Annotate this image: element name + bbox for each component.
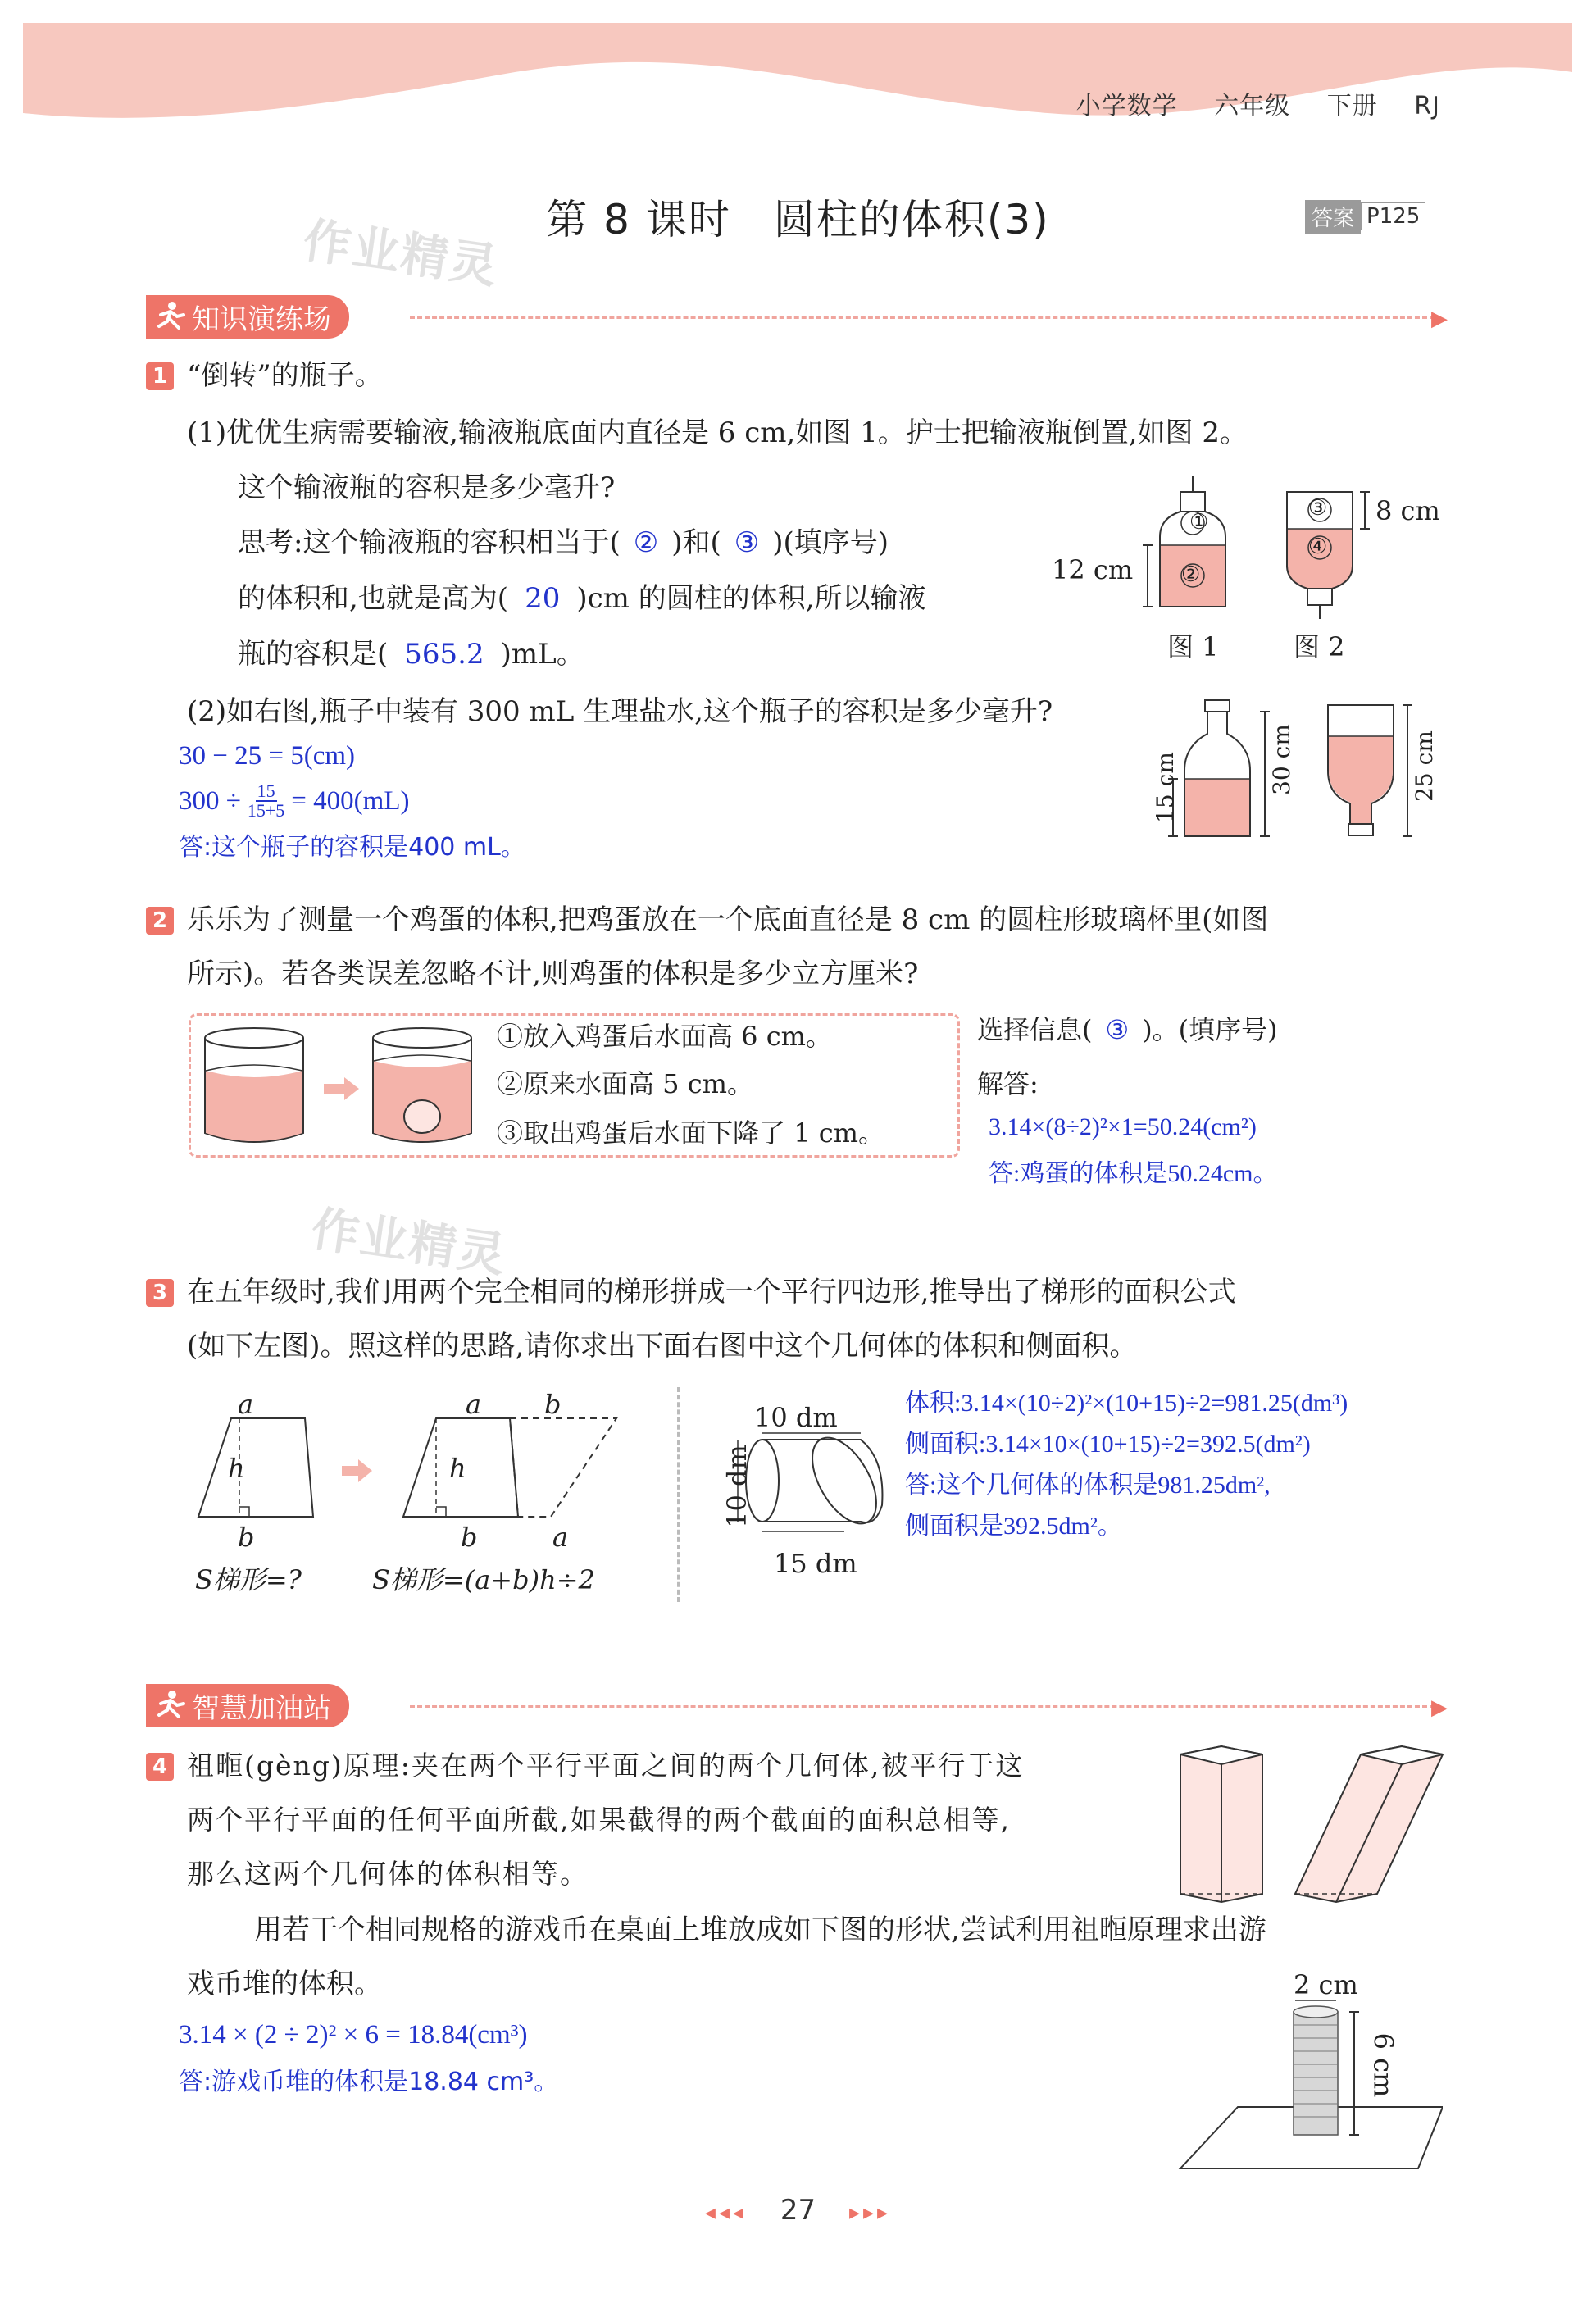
q1-line5 [238,638,584,671]
q3-line2: (如下左图)。照这样的思路,请你求出下面右图中这个几何体的体积和侧面积。 [187,1330,1138,1363]
watermark: 作业精灵 [307,1200,511,1284]
text: 300 ÷ [179,785,241,816]
height-label: 10 dm [721,1445,753,1528]
label-h: h [449,1453,466,1484]
select-info-line [977,1013,1278,1046]
bottle-inverted [1287,492,1370,619]
label-b: b [544,1389,562,1420]
answer-label: 答案 [1305,200,1361,234]
height-label: 8 cm [1375,495,1440,526]
q4-line2: 两个平行平面的任何平面所截,如果截得的两个截面的面积总相等, [187,1804,1011,1836]
denominator: 15+5 [247,800,285,821]
fraction [248,782,284,820]
question-number: 3 [146,1279,174,1307]
section-divider [410,1705,1435,1708]
cup-before [205,1028,303,1142]
circle-label: ② [1181,562,1201,587]
subject-label: 小学数学 [1075,92,1178,121]
height-label: 25 cm [1410,730,1438,802]
q3-line1: 在五年级时,我们用两个完全相同的梯形拼成一个平行四边形,推导出了梯形的面积公式 [187,1276,1236,1308]
arrow-right-icon [342,1459,372,1482]
label-a: a [238,1389,254,1420]
coin-stack-figure [1172,2000,1443,2181]
section-divider [410,316,1435,319]
arrow-right-icon [324,1077,359,1100]
text: 瓶的容积是( [238,638,389,671]
diameter-label: 2 cm [1294,1969,1358,2000]
answer-page: P125 [1361,202,1425,230]
height-label: 30 cm [1267,724,1295,795]
q1-stem: “倒转”的瓶子。 [187,359,383,392]
q2-line1: 乐乐为了测量一个鸡蛋的体积,把鸡蛋放在一个底面直径是 8 cm 的圆柱形玻璃杯里(如图 [187,903,1269,936]
q4-line4: 用若干个相同规格的游戏币在桌面上堆放成如下图的形状,尝试利用祖暅原理求出游 [254,1913,1266,1946]
q4-line3: 那么这两个几何体的体积相等。 [187,1858,589,1890]
prev-arrows-icon: ◂◂◂ [704,2200,748,2225]
question-number: 4 [146,1753,174,1781]
info-item-3: ③取出鸡蛋后水面下降了 1 cm。 [497,1117,884,1149]
q4-line5: 戏币堆的体积。 [187,1968,382,2000]
q3-answer-line4: 侧面积是392.5dm²。 [905,1513,1122,1540]
q1-part1-line1: (1)优优生病需要输液,输液瓶底面内直径是 6 cm,如图 1。护士把输液瓶倒置,如图 2。 [187,416,1248,449]
label-b: b [461,1522,478,1553]
answer-fill: ③ [1105,1014,1130,1045]
section-practice-label: 知识演练场 [192,303,331,336]
subject-info [1048,85,1440,121]
q1-answer-line3: 答:这个瓶子的容积是400 mL。 [179,833,525,862]
runner-icon [154,1689,187,1718]
answer-tag[interactable] [1305,202,1425,231]
circle-label: ③ [1308,496,1328,521]
trapezoid-area-question: S梯形=? [195,1564,302,1595]
divider [677,1387,680,1602]
question-number: 2 [146,907,174,935]
q1-think-line [238,526,889,559]
coin-stack [1294,2006,1338,2135]
answer-fill: ② [633,526,659,559]
height-label: 15 cm [1151,752,1179,823]
label-b: b [238,1522,255,1553]
text: = 400(mL) [291,785,410,816]
text: )和( [671,526,721,559]
answer-fill: ③ [734,526,760,559]
text: 的体积和,也就是高为( [238,582,509,615]
figure-caption: 图 1 [1167,631,1219,662]
page-number: 27 [780,2194,816,2227]
answer-fill: 20 [525,582,561,615]
q4-answer-line1: 3.14 × (2 ÷ 2)² × 6 = 18.84(cm³) [179,2020,528,2050]
text: )。(填序号) [1142,1014,1278,1045]
height-label: 6 cm [1367,2032,1399,2098]
text: )mL。 [500,638,584,671]
question-number: 1 [146,362,174,390]
bottle-upright [1143,476,1225,607]
diameter-label: 10 dm [754,1402,838,1433]
label-h: h [228,1453,245,1484]
prism-figure [1172,1738,1451,1910]
section-practice [146,297,349,336]
trapezoid-area-formula: S梯形=(a+b)h÷2 [372,1564,595,1595]
answer-fill: 565.2 [404,638,484,671]
watermark: 作业精灵 [299,212,502,295]
q1-line4 [238,582,926,615]
info-item-2: ②原来水面高 5 cm。 [497,1068,753,1099]
q4-answer-line2: 答:游戏币堆的体积是18.84 cm³。 [179,2068,559,2096]
q3-answer-line2: 侧面积:3.14×10×(10+15)÷2=392.5(dm²) [905,1431,1311,1458]
label-a: a [552,1522,569,1553]
q2-line2: 所示)。若各类误差忽略不计,则鸡蛋的体积是多少立方厘米? [187,958,919,990]
label-a: a [466,1389,482,1420]
section-wisdom-label: 智慧加油站 [192,1691,331,1725]
section-wisdom [146,1686,349,1725]
q1-answer-line2 [179,782,409,820]
solve-label: 解答: [977,1068,1039,1099]
text: 选择信息( [977,1014,1093,1045]
q2-answer-line2: 答:鸡蛋的体积是50.24cm。 [989,1160,1278,1187]
runner-icon [154,300,187,330]
cup-after [373,1028,471,1142]
text: )(填序号) [772,526,889,559]
q1-part2: (2)如右图,瓶子中装有 300 mL 生理盐水,这个瓶子的容积是多少毫升? [187,695,1053,728]
q4-line1: 祖暅(gèng)原理:夹在两个平行平面之间的两个几何体,被平行于这 [187,1750,1025,1782]
circle-label: ④ [1308,535,1328,559]
info-item-1: ①放入鸡蛋后水面高 6 cm。 [497,1021,832,1052]
arrow-right-icon: ▶ [1431,307,1448,331]
text: 思考:这个输液瓶的容积相当于( [238,526,621,559]
q2-answer-line1: 3.14×(8÷2)²×1=50.24(cm²) [989,1113,1257,1140]
page-footer [0,2194,1596,2227]
next-arrows-icon: ▸▸▸ [848,2200,892,2225]
page-title: 第 8 课时 圆柱的体积(3) [546,196,1050,243]
arrow-right-icon: ▶ [1431,1695,1448,1720]
numerator: 15 [257,780,275,801]
height-label: 12 cm [1052,554,1134,585]
q1-answer-line1: 30 − 25 = 5(cm) [179,741,356,771]
q3-answer-line3: 答:这个几何体的体积是981.25dm², [905,1472,1271,1499]
figure-caption: 图 2 [1294,631,1345,662]
volume-label: 下册 [1326,92,1378,121]
edition-label: RJ [1414,92,1440,121]
q3-answer-line1: 体积:3.14×(10÷2)²×(10+15)÷2=981.25(dm³) [905,1390,1348,1417]
text: )cm 的圆柱的体积,所以输液 [576,582,926,615]
length-label: 15 dm [774,1548,857,1579]
trapezoid-figure [182,1394,666,1541]
circle-label: ① [1189,510,1209,535]
grade-label: 六年级 [1214,92,1291,121]
egg-cup-figure [197,1020,492,1151]
q1-part1-line2: 这个输液瓶的容积是多少毫升? [238,471,616,504]
